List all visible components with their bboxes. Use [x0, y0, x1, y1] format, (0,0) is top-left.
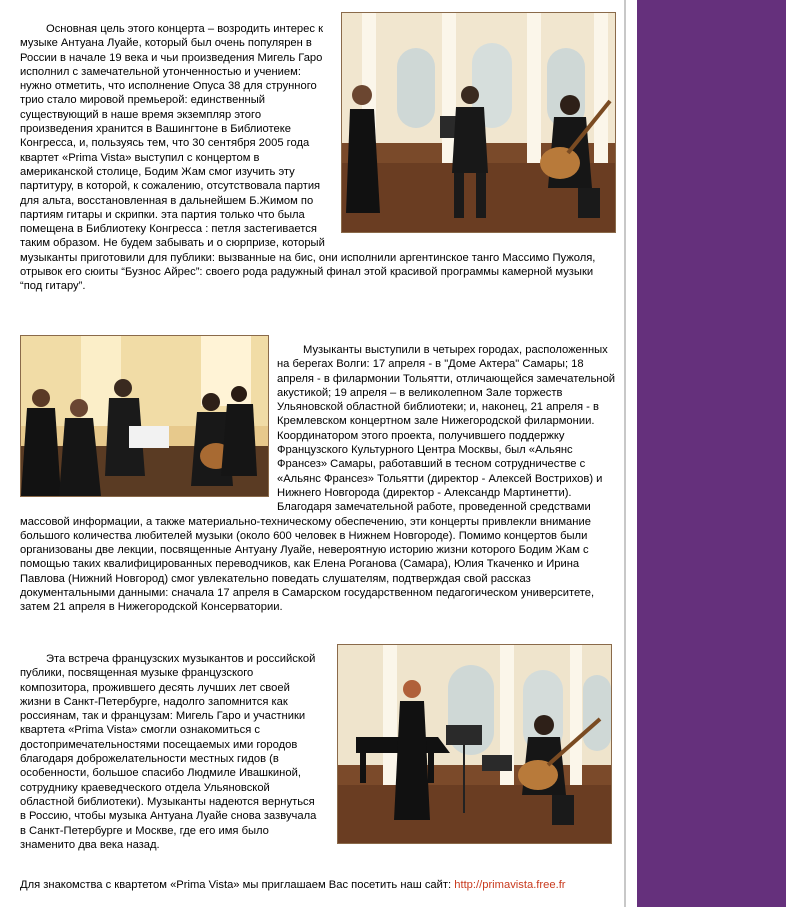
paragraph-2: Музыканты выступили в четырех городах, расположенных на берегах Волги: 17 апреля - в "Доме Актера" Самары; 18 апреля - в филармонии Тольятти, отличающейся замечательной акустикой; 19 апреля – в великолепном Зале торжеств Ульяновской областной библиотеки; и, наконец, 21 апреля - в Кремлевском концертном зале Нижегородской филармонии. Координатором этого проекта, получившего поддержку Французского Культурного Центра Москвы, был «Альянс Франсез» Самары, работавший в тесном сотрудничестве с «Альянс Франсез» Тольятти (директор - Алексей Вострихов) и Нижнего Новгорода (директор - Александр Мартинетти). Благодаря замечательной работе, проведенной средствами массовой информации, а также материально-техническому обеспечению, эти концерты привлекли внимание большого количества любителей музыки (около 600 человек в Нижнем Новгороде). Помимо концертов были организованы две лекции, посвященные Антуану Луайе, невероятную историю жизни которого Бодим Жам с помощью таких квалифицированных переводчиков, как Елена Роганова (Самара), Юлия Ткаченко и Ирина Павлова (Нижний Новгород) смог увлекательно поведать слушателям, подтверждая свой рассказ документальными данными: сначала 17 апреля в Самарском государственном педагогическом университете, затем 21 апреля в Нижегородской Консерватории.: [20, 343, 616, 615]
paragraph-1: Основная цель этого концерта – возродить интерес к музыке Антуана Луайе, который был очень популярен в России в начале 19 века и чьи произведения Мигель Гаро исполнил с замечательной утонченностью и учением: нужно отметить, что исполнение Опуса 38 для струнного трио стало мировой премьерой: единственный существующий в наше время экземпляр этого произведения хранится в Вашингтоне в Библиотеке Конгресса, и, пользуясь тем, что 30 сентября 2005 года квартет «Prima Vista» выступил с концертом в американской столице, Бодим Жам смог изучить эту партитуру, в которой, к сожалению, отсутствовала партия для альта, восстановленная в дальнейшем Б.Жимом по партиям гитары и скрипки. эта партия только что была помещена в Библиотеку Конгресса : петля застегивается таким образом. Не будем забывать и о сюрпризе, который музыканты приготовили для публики: вызванные на бис, они исполнили аргентинское танго Массимо Пужоля, отрывок его сюиты “Бузнос Айрес”: своего рода радужный финал этой красивой программы камерной музыки “под гитару”.: [20, 22, 616, 294]
sidebar-divider: [624, 0, 626, 907]
photo-trio-hall: [341, 12, 616, 233]
purple-sidebar: [637, 0, 786, 907]
paragraph-3: Эта встреча французских музыкантов и российской публики, посвященная музыке французского композитора, прожившего десять лучших лет своей жизни в Санкт-Петербурге, надолго запомнится как россиянам, так и французам: Мигель Гаро и участники квартета «Prima Vista» смогли ознакомиться с достопримечательностями посещаемых ими городов благодаря доброжелательности местных гидов (в особенности, большое спасибо Людмиле Ивашкиной, сотруднику краеведческого отдела Ульяновской областной библиотеки). Музыканты надеются вернуться в Россию, чтобы музыка Антуана Луайе снова зазвучала в Санкт-Петербурге и Москве, где его имя было знаменито два века назад.: [20, 653, 317, 851]
article-body: [20, 0, 616, 907]
paragraph-4: Для знакомства с квартетом «Prima Vista» мы приглашаем Вас посетить наш сайт: http://primavista.free.fr: [20, 879, 566, 891]
photo-quartet: [20, 335, 269, 497]
website-link[interactable]: http://primavista.free.fr: [454, 879, 566, 891]
photo-duo-hall: [337, 644, 612, 844]
